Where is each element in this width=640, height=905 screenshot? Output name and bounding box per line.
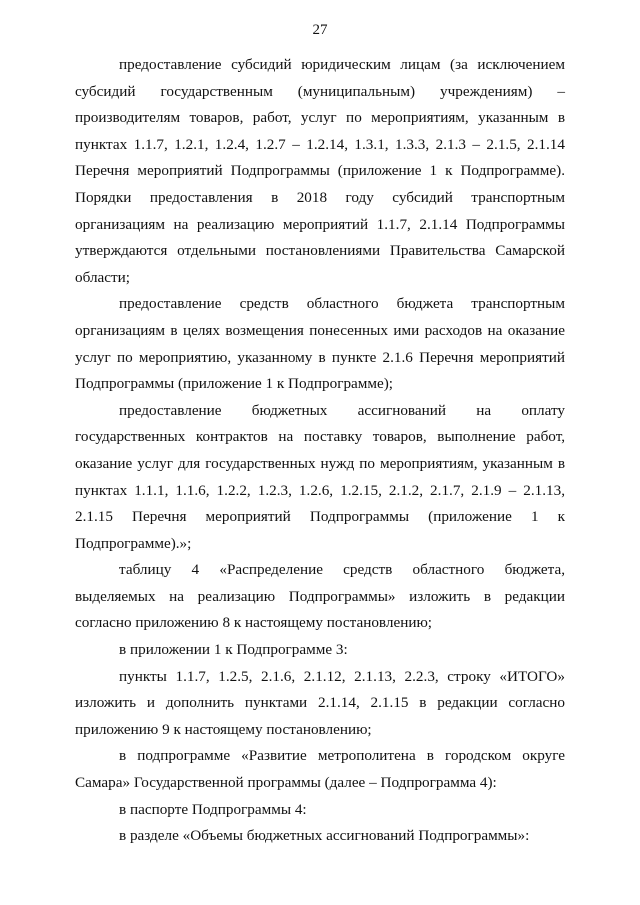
paragraph-table-4: таблицу 4 «Распределение средств областного бюджета, выделяемых на реализацию Подпрограммы» изложить в редакции согласно приложению 8 к настоящему постановлению; — [75, 561, 565, 632]
page-number: 27 — [312, 22, 328, 38]
paragraph-metro-subprogram: в подпрограмме «Развитие метрополитена в городском округе Самара» Государственной программы (далее – Подпрограмма 4): — [75, 747, 565, 792]
paragraph-subsidies-legal-entities: предоставление субсидий юридическим лицам (за исключением субсидий государственным (муниципальным) учреждениям) – производителям товаров, работ, услуг по мероприятиям, указанным в пунктах 1.1.7, 1.2.1, 1.2.4, 1.2.7 – 1.2.14, 1.3.1, 1.3.3, 2.1.3 – 2.1.5, 2.1.14 Перечня мероприятий Подпрограммы (приложение 1 к Подпрограмме). Порядки предоставления в 2018 году субсидий транспортным организациям на реализацию мероприятий 1.1.7, 2.1.14 Подпрограммы утверждаются отдельными постановлениями Правительства Самарской области; — [75, 56, 565, 286]
document-body — [75, 52, 565, 850]
paragraph-appendix-1-subprogram-3: в приложении 1 к Подпрограмме 3: — [119, 641, 348, 659]
paragraph-state-contracts: предоставление бюджетных ассигнований на оплату государственных контрактов на поставку товаров, выполнение работ, оказание услуг для государственных нужд по мероприятиям, указанным в пунктах 1.1.1, 1.1.6, 1.2.2, 1.2.3, 1.2.6, 1.2.15, 2.1.2, 2.1.7, 2.1.9 – 2.1.13, 2.1.15 Перечня мероприятий Подпрограммы (приложение 1 к Подпрограмме).»; — [75, 401, 565, 552]
paragraph-passport-subprogram-4: в паспорте Подпрограммы 4: — [119, 800, 307, 818]
paragraph-items-and-total: пункты 1.1.7, 1.2.5, 2.1.6, 2.1.12, 2.1.13, 2.2.3, строку «ИТОГО» изложить и дополнить пунктами 2.1.14, 2.1.15 в редакции согласно приложению 9 к настоящему постановлению; — [75, 667, 565, 738]
paragraph-transport-reimbursement: предоставление средств областного бюджета транспортным организациям в целях возмещения понесенных ими расходов на оказание услуг по мероприятию, указанному в пункте 2.1.6 Перечня мероприятий Подпрограммы (приложение 1 к Подпрограмме); — [75, 295, 565, 393]
paragraph-budget-allocations-section: в разделе «Объемы бюджетных ассигнований Подпрограммы»: — [119, 827, 530, 845]
